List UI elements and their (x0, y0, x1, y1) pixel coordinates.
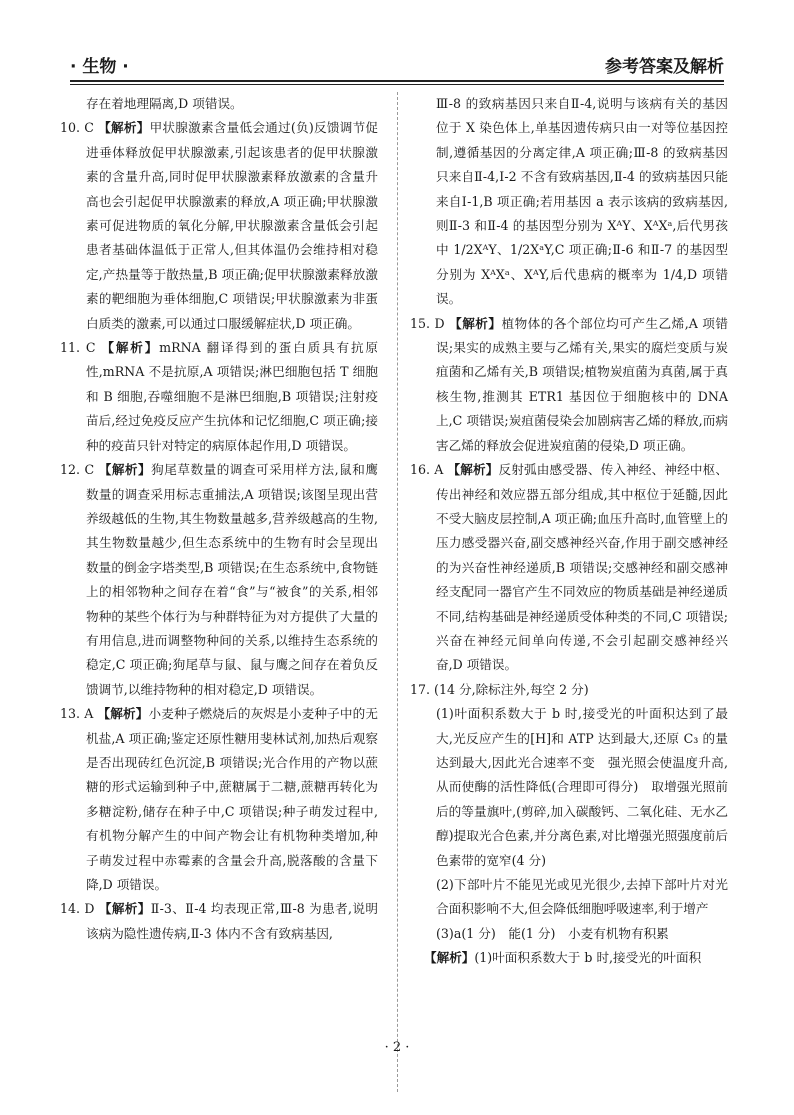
answer-number: 11. C (60, 340, 96, 356)
answer-number: 16. A (410, 462, 444, 478)
section-title: 参考答案及解析 (605, 57, 724, 77)
answer-number: 15. D (410, 315, 445, 331)
left-column (60, 92, 378, 946)
analysis-tag: 【解析】 (447, 462, 499, 478)
answer-item-15 (410, 312, 728, 458)
answer-item-14-continued (410, 92, 728, 312)
header-rule-thick (70, 80, 724, 82)
answer-item-16 (410, 458, 728, 678)
answer-item-10 (60, 116, 378, 336)
paragraph-text: (1)叶面积系数大于 b 时,接受光的叶面积 (474, 950, 702, 966)
analysis-tag: 【解析】 (98, 462, 152, 478)
answer-number: 13. A (60, 706, 94, 722)
paragraph-text: 狗尾草数量的调查可采用样方法,鼠和鹰数量的调查采用标志重捕法,A 项错误;该图呈现出营养级越低的生物,其生物数量越多,营养级越高的生物,其生物数量越少,但生态系统中的生物有时会呈现出数量的倒金字塔类型,B 项错误;在生态系统中,食物链上的相邻物种之间存在着“食”与“被食”的关系,相邻物种的某些个体行为与种群特征为对方提供了大量的有用信息,进而调整物种间的关系,以维持生态系统的稳定,C 项正确;狗尾草与鼠、鼠与鹰之间存在着负反馈调节,以维持物种的相对稳定,D 项错误。 (86, 462, 378, 697)
subject-label: · 生物 · (70, 57, 129, 77)
paragraph-text: (1)叶面积系数大于 b 时,接受光的叶面积达到了最大,光反应产生的[H]和 ATP 达到最大,还原 C₃ 的量达到最大,因此光合速率不变 强光照会使温度升高,从而使酶的活性降低(合理即可得分) 取增强光照前后的等量旗叶,(剪碎,加入碳酸钙、二氧化硅、无水乙醇)提取光合色素,并分离色素,对比增强光照强度前后色素带的宽窄(4 分) (436, 706, 728, 868)
right-column (410, 92, 728, 971)
paragraph-text: 反射弧由感受器、传入神经、神经中枢、传出神经和效应器五部分组成,其中枢位于延髓,因此不受大脑皮层控制,A 项正确;血压升高时,血管壁上的压力感受器兴奋,副交感神经兴奋,作用于副交感神经的为兴奋性神经递质,B 项错误;交感神经和副交感神经支配同一器官产生不同效应的物质基础是神经递质不同,结构基础是神经递质受体种类的不同,C 项错误;兴奋在神经元间单向传递,不会引起副交感神经兴奋,D 项错误。 (436, 462, 728, 673)
paragraph-text: Ⅱ-3、Ⅱ-4 均表现正常,Ⅲ-8 为患者,说明该病为隐性遗传病,Ⅱ-3 体内不含有致病基因, (86, 901, 378, 941)
answer-item-14 (60, 897, 378, 946)
answer-item-12 (60, 458, 378, 702)
column-divider (397, 92, 398, 1092)
paragraph-text: (3)a(1 分) 能(1 分) 小麦有机物有积累 (436, 925, 669, 941)
paragraph-text: (14 分,除标注外,每空 2 分) (434, 681, 589, 697)
answer-number: 17. (410, 681, 431, 697)
paragraph-text: Ⅲ-8 的致病基因只来自Ⅱ-4,说明与该病有关的基因位于 X 染色体上,单基因遗传病只由一对等位基因控制,遵循基因的分离定律,A 项正确;Ⅲ-8 的致病基因只来自Ⅱ-4,Ⅰ-2 不含有致病基因,Ⅱ-4 的致病基因只能来自Ⅰ-1,B 项正确;若用基因 a 表示该病的致病基因,则Ⅱ-3 和Ⅱ-4 的基因型分别为 XᴬY、XᴬXᵃ,后代男孩中 1/2XᴬY、1/2XᵃY,C 项正确;Ⅱ-6 和Ⅱ-7 的基因型分别为 XᴬXᵃ、XᴬY,后代患病的概率为 1/4,D 项错误。 (436, 96, 728, 307)
answer-item-11 (60, 336, 378, 458)
answer-17-part-1 (410, 702, 728, 873)
paragraph-text: 植物体的各个部位均可产生乙烯,A 项错误;果实的成熟主要与乙烯有关,果实的腐烂变质与炭疽菌和乙烯有关,B 项错误;植物炭疽菌为真菌,属于真核生物,推测其 ETR1 基因位于细胞核中的 DNA 上,C 项错误;炭疽菌侵染会加剧病害乙烯的释放,而病害乙烯的释放会促进炭疽菌的侵染,D 项正确。 (436, 315, 728, 453)
answer-17-part-3 (410, 922, 728, 946)
answer-17-part-2 (410, 873, 728, 922)
analysis-tag: 【解析】 (98, 120, 150, 136)
header-rule-thin (70, 84, 724, 85)
paragraph-text: 甲状腺激素含量低会通过(负)反馈调节促进垂体释放促甲状腺激素,引起该患者的促甲状腺激素的含量升高,同时促甲状腺激素释放激素的含量升高也会引起促甲状腺激素的释放,A 项正确;甲状腺激素可促进物质的氧化分解,甲状腺激素含量低会引起患者基础体温低于正常人,但其体温仍会维持相对稳定,产热量等于散热量,B 项正确;促甲状腺激素释放激素的靶细胞为垂体细胞,C 项错误;甲状腺激素为非蛋白质类的激素,可以通过口服缓解症状,D 项正确。 (86, 120, 379, 331)
analysis-tag: 【解析】 (449, 315, 502, 331)
analysis-tag: 【解析】 (101, 340, 160, 356)
answer-item-13 (60, 702, 378, 897)
paragraph-text: (2)下部叶片不能见光或见光很少,去掉下部叶片对光合面积影响不大,但会降低细胞呼吸速率,利于增产 (436, 877, 728, 917)
analysis-tag: 【解析】 (424, 950, 475, 966)
answer-17-analysis (410, 946, 728, 970)
continued-text (60, 92, 378, 116)
answer-number: 10. C (60, 120, 94, 136)
analysis-tag: 【解析】 (97, 706, 149, 722)
page-number: · 2 · (384, 1040, 410, 1055)
answer-number: 12. C (60, 462, 95, 478)
paragraph-text: mRNA 翻译得到的蛋白质具有抗原性,mRNA 不是抗原,A 项错误;淋巴细胞包括 T 细胞和 B 细胞,吞噬细胞不是淋巴细胞,B 项错误;注射疫苗后,经过免疫反应产生抗体和记忆细胞,C 项正确;接种的疫苗只针对特定的病原体起作用,D 项错误。 (86, 340, 379, 453)
paragraph-text: 小麦种子燃烧后的灰烬是小麦种子中的无机盐,A 项正确;鉴定还原性糖用斐林试剂,加热后观察是否出现砖红色沉淀,B 项错误;光合作用的产物以蔗糖的形式运输到种子中,蔗糖属于二糖,蔗糖再转化为多糖淀粉,储存在种子中,C 项错误;种子萌发过程中,有机物分解产生的中间产物会让有机物种类增加,种子萌发过程中赤霉素的含量会升高,脱落酸的含量下降,D 项错误。 (86, 706, 378, 892)
answer-item-17 (410, 678, 728, 702)
paragraph-text: 存在着地理隔离,D 项错误。 (86, 96, 243, 111)
analysis-tag: 【解析】 (98, 901, 151, 917)
answer-number: 14. D (60, 901, 95, 917)
page-header (70, 44, 724, 84)
